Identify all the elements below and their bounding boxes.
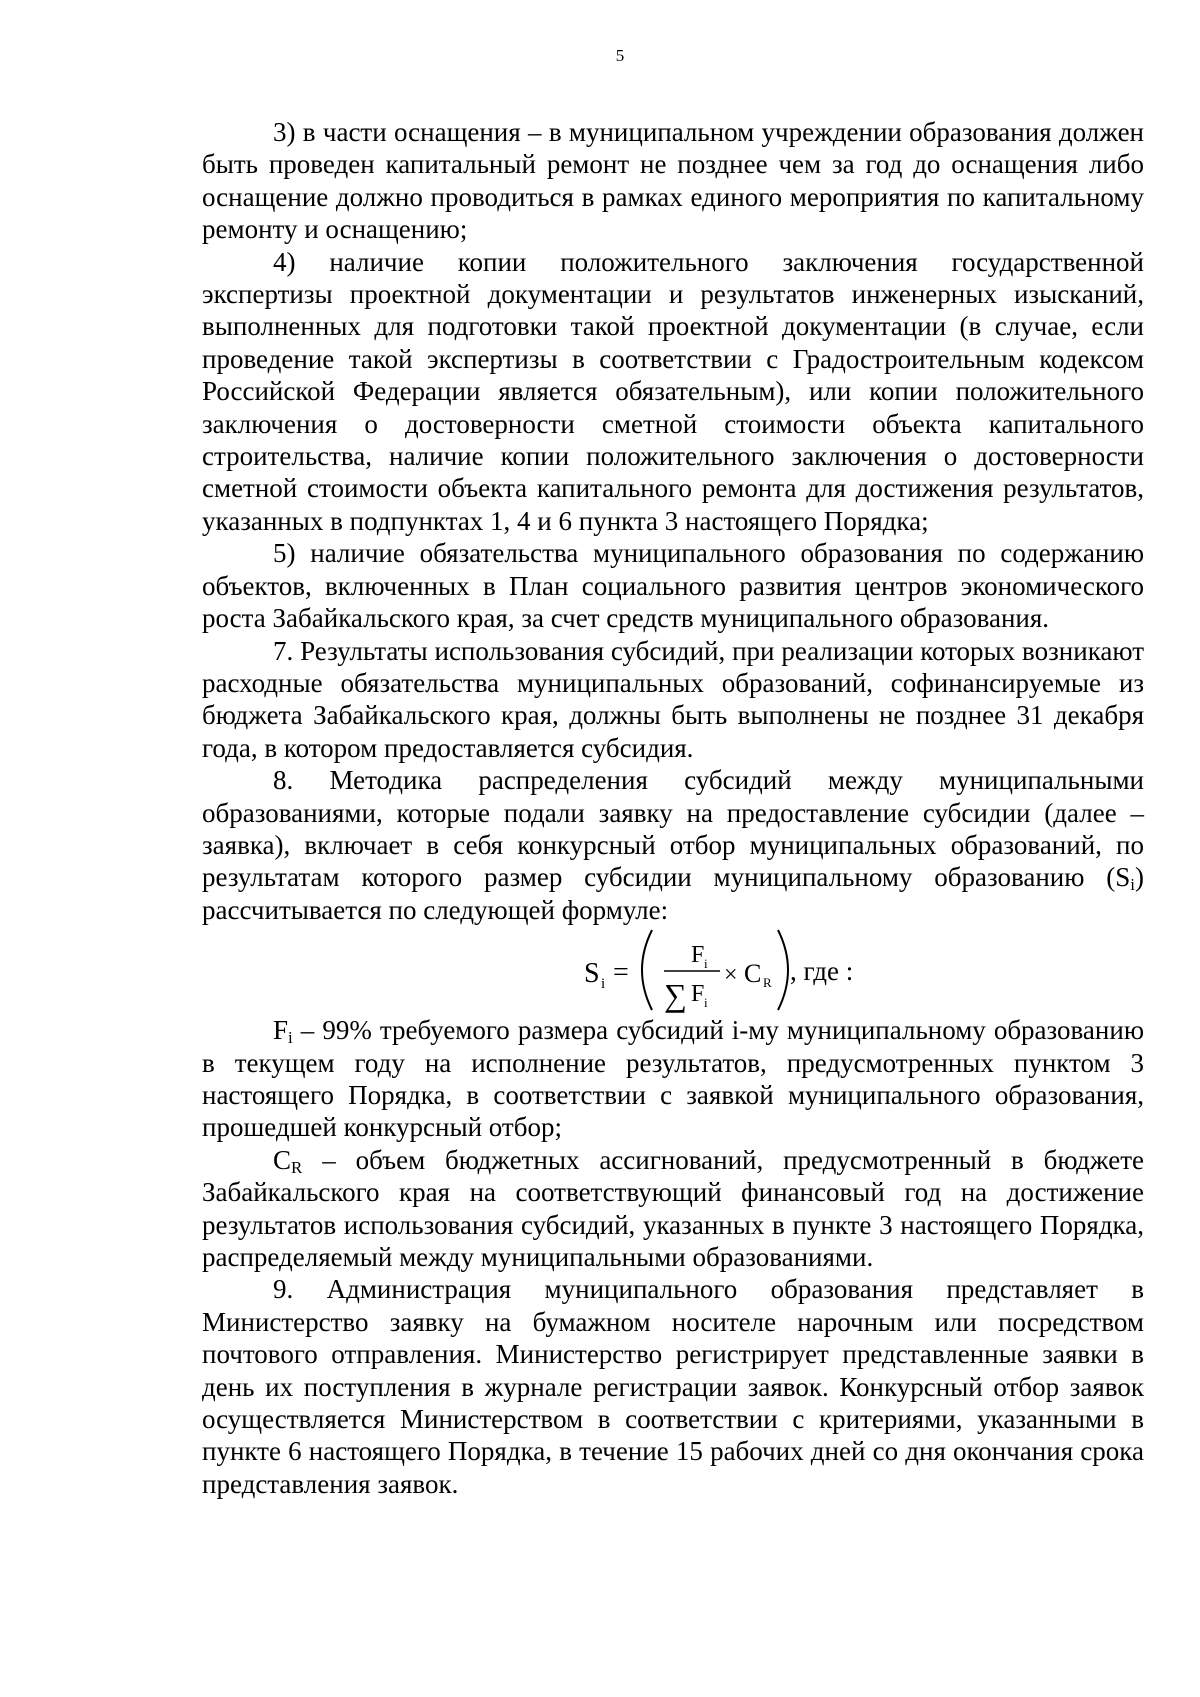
formula-lhs-subscript: i xyxy=(601,976,606,993)
definition-f-symbol: F xyxy=(273,1015,289,1046)
clause-8-text: 8. Методика распределения субсидий между муниципальными образованиями, которые подали заявку на предоставление субсидии (далее – заявка), включает в себя конкурсный отбор муниципальных образований, по результатам которого размер субсидии муниципальному образованию (S xyxy=(202,765,1144,893)
paragraph-clause-8 xyxy=(202,764,1144,926)
formula-block xyxy=(202,926,1144,1014)
formula-denominator: F xyxy=(691,981,705,1008)
definition-c-text: – объем бюджетных ассигнований, предусмотренный в бюджете Забайкальского края на соответствующий финансовый год на достижение результатов использования субсидий, указанных в пункте 3 настоящего Порядка, распределяемый между муниципальными образованиями. xyxy=(202,1144,1144,1272)
sum-symbol: ∑ xyxy=(664,977,687,1014)
formula-tail: , где : xyxy=(790,956,854,987)
formula-numerator: F xyxy=(691,942,705,969)
paragraph-clause-7: 7. Результаты использования субсидий, при реализации которых возникают расходные обязательства муниципальных образований, софинансируемые из бюджета Забайкальского края, должны быть выполнены не позднее 31 декабря года, в котором предоставляется субсидия. xyxy=(202,635,1144,763)
document-body xyxy=(202,116,1144,1500)
formula-lhs: S xyxy=(584,958,600,990)
definition-f-i xyxy=(202,1014,1144,1144)
paragraph-item-4: 4) наличие копии положительного заключения государственной экспертизы проектной документации и результатов инженерных изысканий, выполненных для подготовки такой проектной документации (в случае, если проведение такой экспертизы в соответствии с Градостроительным кодексом Российской Федерации является обязательным), или копии положительного заключения о достоверности сметной стоимости объекта капитального строительства, наличие копии положительного заключения о достоверности сметной стоимости объекта капитального ремонта для достижения результатов, указанных в подпунктах 1, 4 и 6 пункта 3 настоящего Порядка; xyxy=(202,246,1144,536)
clause-8-end: ) рассчитывается по следующей формуле: xyxy=(202,862,1144,925)
formula-times: × xyxy=(724,962,738,989)
clause-8-subscript: i xyxy=(1130,875,1135,895)
definition-f-subscript: i xyxy=(288,1028,293,1048)
definition-c-subscript: R xyxy=(291,1157,303,1177)
left-parenthesis xyxy=(642,930,652,1010)
formula-equals: = xyxy=(613,957,629,989)
definition-f-text: – 99% требуемого размера субсидий i-му муниципальному образованию в текущем году на исполнение результатов, предусмотренных пунктом 3 настоящего Порядка, в соответствии с заявкой муниципального образования, прошедшей конкурсный отбор; xyxy=(202,1015,1144,1143)
formula-denominator-subscript: i xyxy=(704,995,708,1011)
formula-factor-subscript: R xyxy=(763,975,772,991)
paragraph-item-3: 3) в части оснащения – в муниципальном учреждении образования должен быть проведен капитальный ремонт не позднее чем за год до оснащения либо оснащение должно проводиться в рамках единого мероприятия по капитальному ремонту и оснащению; xyxy=(202,117,1144,245)
paragraph-item-5: 5) наличие обязательства муниципального образования по содержанию объектов, включенных в План социального развития центров экономического роста Забайкальского края, за счет средств муниципального образования. xyxy=(202,538,1144,634)
paragraph-clause-9: 9. Администрация муниципального образования представляет в Министерство заявку на бумажном носителе нарочным или посредством почтового отправления. Министерство регистрирует представленные заявки в день их поступления в журнале регистрации заявок. Конкурсный отбор заявок осуществляется Министерством в соответствии с критериями, указанными в пункте 6 настоящего Порядка, в течение 15 рабочих дней со дня окончания срока представления заявок. xyxy=(202,1274,1144,1499)
definition-c-r xyxy=(202,1144,1144,1274)
right-parenthesis xyxy=(778,930,788,1010)
definition-c-symbol: C xyxy=(273,1144,292,1175)
formula-factor: C xyxy=(744,959,762,989)
page-number: 5 xyxy=(615,46,625,65)
formula-numerator-subscript: i xyxy=(704,956,708,972)
subsidy-formula xyxy=(580,926,960,1014)
